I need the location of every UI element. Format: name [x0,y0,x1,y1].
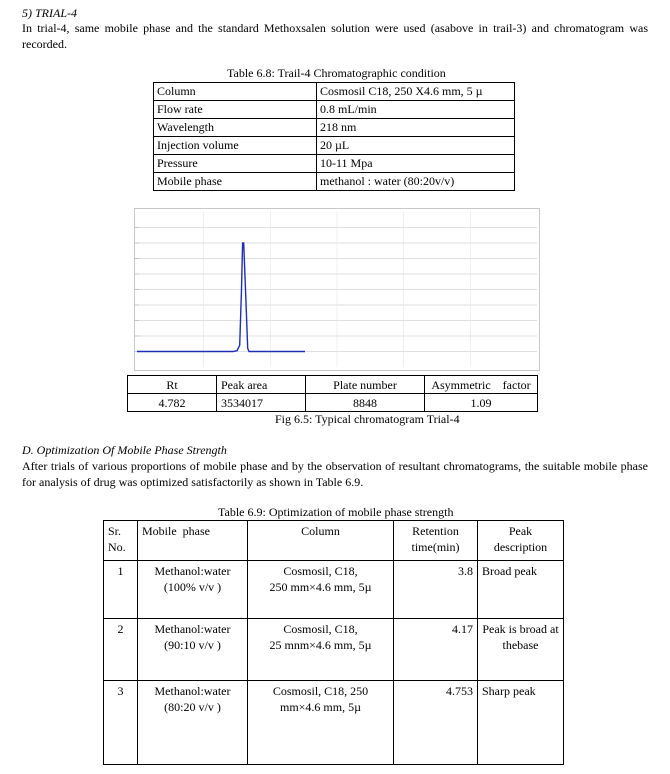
sr-cell: 3 [104,681,138,765]
rt-value: 4.782 [128,394,217,412]
column-line1: Cosmosil, C18, [283,622,358,636]
table-row [104,619,564,681]
mobile-phase-cell [138,681,248,765]
mobile-phase-line1: Methanol:water [154,622,231,636]
sr-header [104,521,138,561]
sr-header-line1: Sr. [108,524,122,538]
table-row [154,173,515,191]
peak-description-line1: Broad peak [482,564,537,578]
table-row [128,394,538,412]
peak-description-cell [478,619,564,681]
table-row [154,119,515,137]
figure-caption: Fig 6.5: Typical chromatogram Trial-4 [275,412,460,426]
condition-key: Pressure [154,155,317,173]
mobile-phase-cell [138,619,248,681]
condition-value: 10-11 Mpa [317,155,515,173]
chromatographic-condition-table [153,82,515,191]
column-line1: Cosmosil, C18, [283,564,358,578]
column-cell [248,561,394,619]
column-header: Column [248,521,394,561]
plate-number-value: 8848 [306,394,425,412]
rt-header: Rt [128,376,217,394]
sr-header-line2: No. [108,540,126,554]
chromatogram-chart [134,208,540,371]
asymmetric-factor-value: 1.09 [425,394,538,412]
asymmetric-factor-header: Asymmetric factor [425,376,538,394]
table-row [104,561,564,619]
mobile-phase-line2: (100% v/v ) [163,580,222,594]
mobile-phase-optimization-table [103,520,564,765]
trial-heading: 5) TRIAL-4 [22,6,77,20]
table-row [104,681,564,765]
peak-result-table [127,375,538,412]
sr-cell: 2 [104,619,138,681]
optimization-paragraph: After trials of various proportions of mobile phase and by the observation of resultant chromatograms, the suitable mobile phase for analysis of drug was optimized satisfactorily as shown in Table 6.9. [22,459,648,489]
mobile-phase-line1: Methanol:water [154,564,231,578]
sr-cell: 1 [104,561,138,619]
column-cell [248,681,394,765]
optimization-heading: D. Optimization Of Mobile Phase Strength [22,443,227,457]
condition-key: Mobile phase [154,173,317,191]
retention-cell: 4.753 [394,681,478,765]
column-line1: Cosmosil, C18, 250 [272,684,369,698]
condition-key: Wavelength [154,119,317,137]
retention-header [394,521,478,561]
table-row [154,137,515,155]
peak-description-cell [478,681,564,765]
peak-header [478,521,564,561]
table-row [154,155,515,173]
table-row [154,83,515,101]
table-6-8-caption: Table 6.8: Trail-4 Chromatographic condition [227,66,446,80]
condition-value: 20 µL [317,137,515,155]
peak-area-value: 3534017 [217,394,306,412]
retention-cell: 3.8 [394,561,478,619]
peak-header-line1: Peak [508,524,533,538]
column-line2: 25 mnm×4.6 mm, 5µ [269,638,372,652]
peak-description-cell [478,561,564,619]
condition-key: Injection volume [154,137,317,155]
table-row [154,101,515,119]
trial-paragraph: In trial-4, same mobile phase and the standard Methoxsalen solution were used (asabove in trail-3) and chromatogram was recorded. [22,21,648,51]
condition-value: 218 nm [317,119,515,137]
table-row [128,376,538,394]
peak-header-line2: description [493,540,548,554]
condition-value: methanol : water (80:20v/v) [317,173,515,191]
peak-description-line1: Peak is broad at [482,622,559,636]
table-row [104,521,564,561]
peak-description-line2: thebase [502,638,539,652]
mobile-phase-line2: (80:20 v/v ) [164,700,221,714]
table-6-9-caption: Table 6.9: Optimization of mobile phase strength [218,505,454,519]
condition-key: Flow rate [154,101,317,119]
retention-header-line2: time(min) [411,540,460,554]
retention-header-line1: Retention [412,524,459,538]
mobile-phase-cell [138,561,248,619]
peak-description-line1: Sharp peak [482,684,536,698]
condition-key: Column [154,83,317,101]
condition-value: Cosmosil C18, 250 X4.6 mm, 5 µ [317,83,515,101]
mobile-phase-line2: (90:10 v/v ) [164,638,221,652]
column-line2: mm×4.6 mm, 5µ [279,700,362,714]
retention-cell: 4.17 [394,619,478,681]
column-line2: 250 mm×4.6 mm, 5µ [269,580,372,594]
column-cell [248,619,394,681]
mobile-phase-line1: Methanol:water [154,684,231,698]
condition-value: 0.8 mL/min [317,101,515,119]
mobile-phase-header: Mobile phase [138,521,248,561]
plate-number-header: Plate number [306,376,425,394]
peak-area-header: Peak area [217,376,306,394]
